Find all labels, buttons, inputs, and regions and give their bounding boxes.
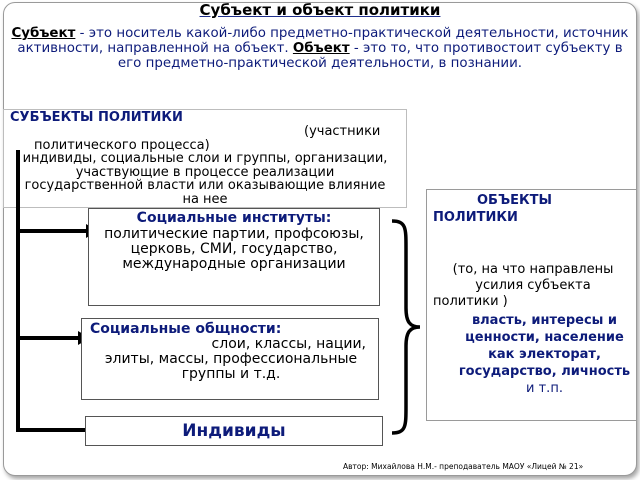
objects-intro <box>433 262 633 310</box>
objects-intro-line2: усилия субъекта <box>475 278 591 293</box>
objects-box <box>426 189 637 421</box>
individuals-box <box>85 416 383 446</box>
objects-intro-line3: политики ) <box>433 294 508 309</box>
institutes-text: политические партии, профсоюзы, церковь, СМИ, государство, международные организации <box>104 226 364 272</box>
communities-text <box>88 337 374 382</box>
curly-brace <box>388 218 424 436</box>
social-institutes-box <box>88 208 380 306</box>
subjects-subheading-line1: (участники <box>304 124 381 139</box>
subjects-subheading-line2: политического процесса) <box>34 138 210 153</box>
institutes-heading: Социальные институты: <box>136 210 332 226</box>
object-term: Объект <box>292 41 350 56</box>
subjects-description: индивиды, социальные слои и группы, организации, участвующие в процессе реализации государственной власти или оказывающие влияние на нее <box>22 151 388 207</box>
subjects-heading: СУБЪЕКТЫ ПОЛИТИКИ <box>10 110 183 125</box>
objects-items: власть, интересы и ценности, население как электорат, государство, личность <box>458 313 631 379</box>
communities-text-line1: слои, классы, нации, <box>211 336 366 352</box>
objects-items-tail: и т.п. <box>526 381 563 396</box>
objects-intro-line1: (то, на что направлены <box>452 262 614 277</box>
individuals-label: Индивиды <box>182 421 286 441</box>
communities-text-line2: элиты, массы, профессиональные группы и т.д. <box>104 351 358 382</box>
main-connector-line <box>18 150 86 430</box>
communities-heading: Социальные общности: <box>90 321 282 337</box>
subject-definition: - это носитель какой-либо предметно-практической деятельности, источник активности, направленной на объект. <box>17 26 629 56</box>
object-definition: - это то, что противостоит субъекту в его предметно-практической деятельности, в познании. <box>117 41 623 71</box>
social-communities-box <box>81 318 379 400</box>
subject-term: Субъект <box>11 26 76 41</box>
objects-list <box>457 312 632 397</box>
page-title: Субъект и объект политики <box>199 1 441 19</box>
brace-path <box>392 221 420 433</box>
objects-heading: ОБЪЕКТЫ ПОЛИТИКИ <box>433 193 553 225</box>
author-credit: Автор: Михайлова Н.М.- преподаватель МАОУ «Лицей № 21» <box>343 462 584 471</box>
